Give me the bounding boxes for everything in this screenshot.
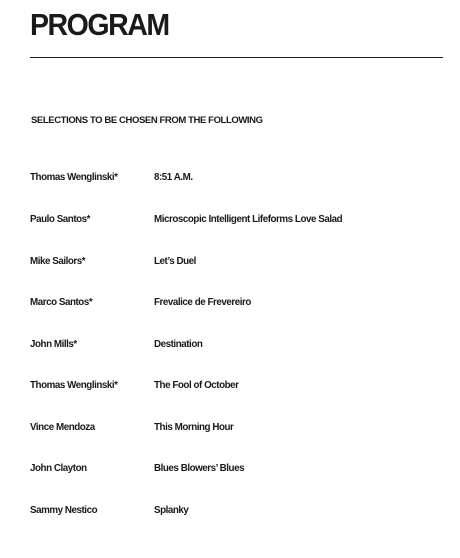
piece-title: The Fool of October	[154, 380, 239, 391]
program-row	[0, 296, 460, 310]
composer-name: Vince Mendoza	[30, 422, 95, 433]
composer-name: Thomas Wenglinski*	[30, 172, 118, 183]
piece-title: Let’s Duel	[154, 256, 196, 267]
program-row	[0, 338, 460, 352]
piece-title: Splanky	[154, 505, 189, 516]
composer-name: Paulo Santos*	[30, 214, 91, 225]
piece-title: Destination	[154, 339, 203, 350]
piece-title: Frevalice de Frevereiro	[154, 297, 251, 308]
program-row	[0, 213, 460, 227]
program-row	[0, 462, 460, 476]
program-row	[0, 255, 460, 269]
program-subtitle: SELECTIONS TO BE CHOSEN FROM THE FOLLOWING	[31, 115, 263, 126]
composer-name: John Mills*	[30, 339, 77, 350]
piece-title: Blues Blowers’ Blues	[154, 463, 245, 474]
composer-name: Sammy Nestico	[30, 505, 98, 516]
composer-name: Marco Santos*	[30, 297, 93, 308]
piece-title: 8:51 A.M.	[154, 172, 193, 183]
piece-title: This Morning Hour	[154, 422, 234, 433]
composer-name: Mike Sailors*	[30, 256, 86, 267]
composer-name: Thomas Wenglinski*	[30, 380, 118, 391]
program-row	[0, 504, 460, 518]
program-row	[0, 421, 460, 435]
title-divider	[30, 57, 443, 58]
piece-title: Microscopic Intelligent Lifeforms Love Salad	[154, 214, 343, 225]
program-row	[0, 171, 460, 185]
composer-name: John Clayton	[30, 463, 87, 474]
page-title: PROGRAM	[30, 7, 169, 42]
program-row	[0, 379, 460, 393]
